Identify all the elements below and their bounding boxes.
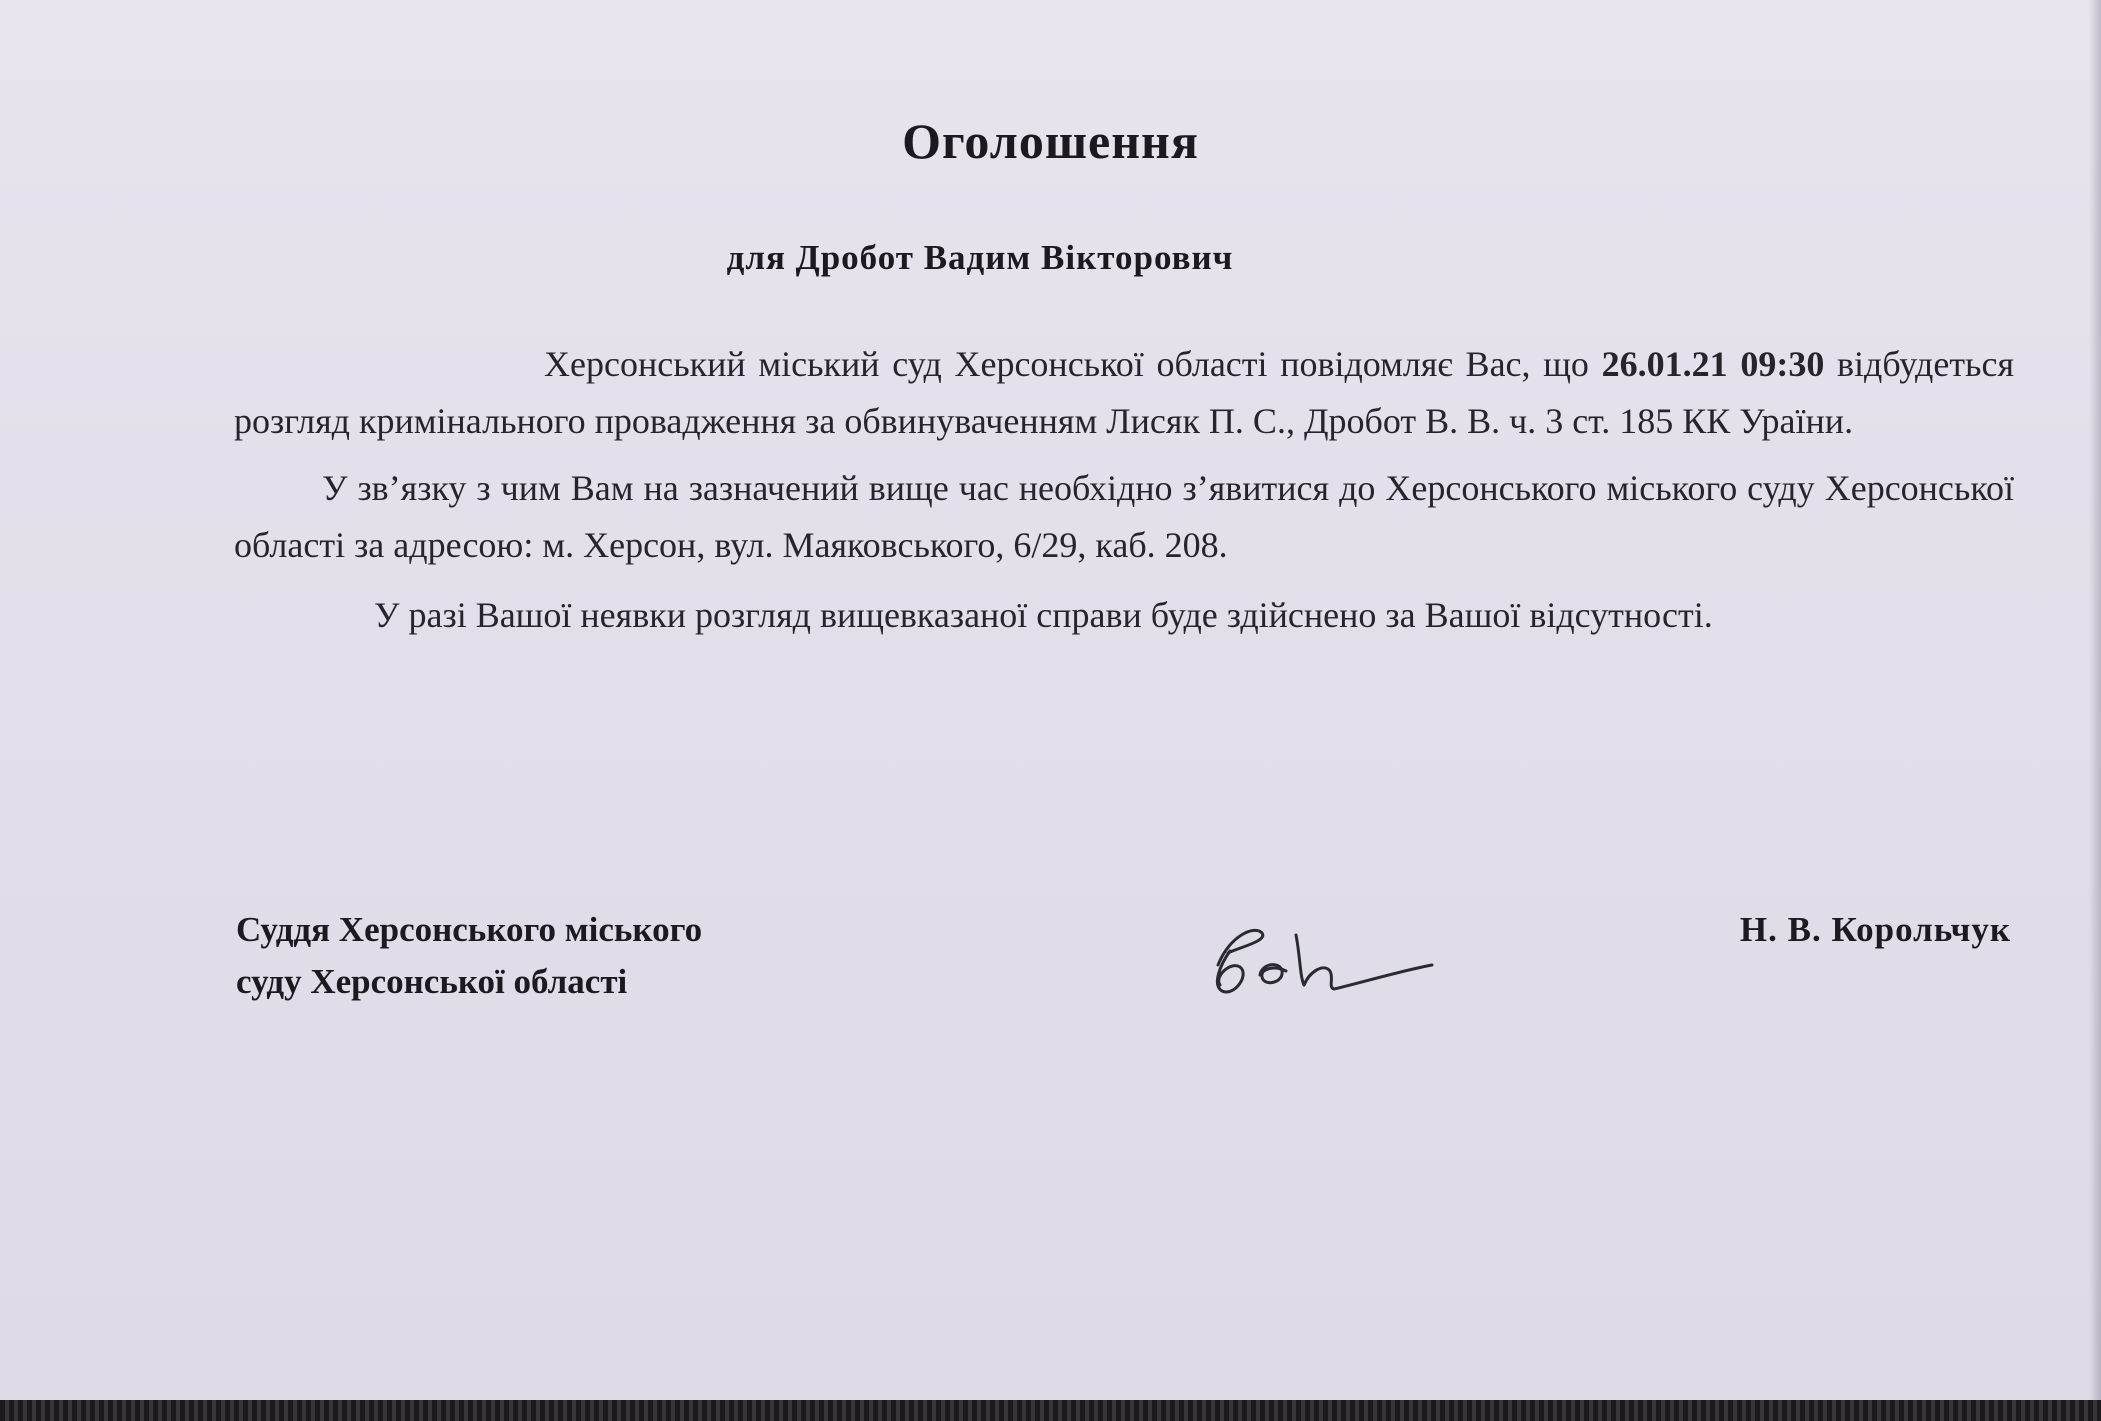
document-title: Оголошення: [902, 113, 1199, 169]
notice-body: [234, 336, 2014, 647]
hearing-datetime: 26.01.21 09:30: [1601, 344, 1825, 384]
paragraph-absence: У разі Вашої неявки розгляд вищевказаної справи буде здійснено за Вашої відсутності.: [374, 595, 1713, 635]
paragraph-hearing: [234, 336, 2014, 450]
judge-position: [236, 904, 702, 1008]
judge-position-line-1: Суддя Херсонського міського: [236, 910, 703, 949]
paragraph-appearance: У зв’язку з чим Вам на зазначений вище час необхідно з’явитися до Херсонського міського суду Херсонської області за адресою: м. Херсон, вул. Маяковського, 6/29, каб. 208.: [234, 468, 2014, 565]
page-bottom-edge: [0, 1400, 2101, 1421]
court-notice-lead: Херсонський міський суд Херсонської області повідомляє Вас, що: [544, 344, 1589, 384]
hearing-details: відбудеться розгляд кримінального провадження за обвинуваченням Лисяк П. С., Дробот В. В. ч. 3 ст. 185 КК Ураїни.: [234, 344, 2015, 441]
judge-position-line-2: суду Херсонської області: [236, 962, 628, 1001]
addressee-line: для Дробот Вадим Вікторович: [726, 238, 1234, 277]
handwritten-signature-icon: [1200, 905, 1440, 1015]
judge-name: Н. В. Корольчук: [1739, 910, 2011, 949]
